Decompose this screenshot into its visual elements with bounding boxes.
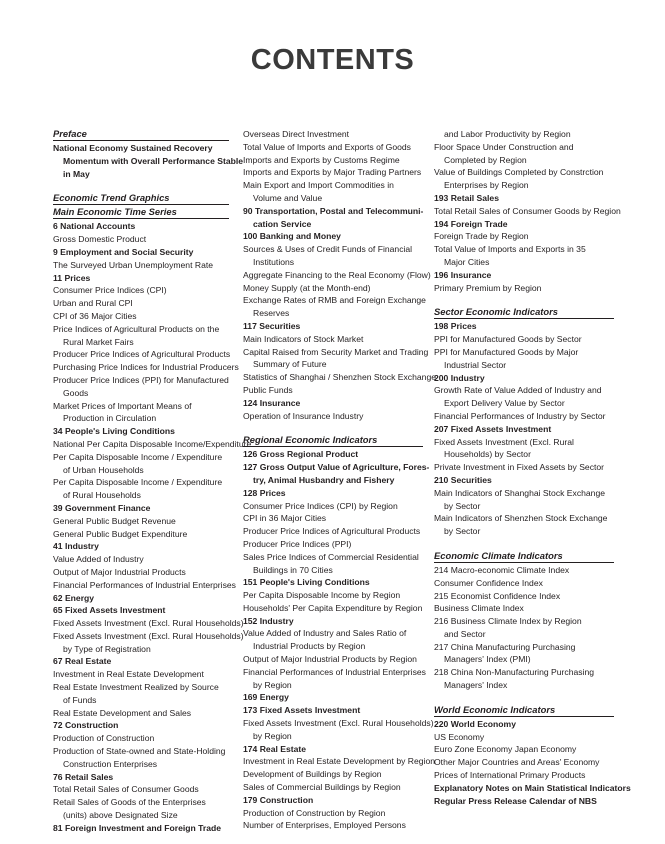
toc-entry: Euro Zone Economy Japan Economy <box>434 744 577 755</box>
toc-entry: Statistics of Shanghai / Shenzhen Stock Exchange <box>243 372 437 383</box>
toc-entry: 200 Industry <box>434 372 485 383</box>
toc-entry: 207 Fixed Assets Investment <box>434 423 552 434</box>
toc-entry: Value of Buildings Completed by Constrction <box>434 167 604 178</box>
toc-entry: Industrial Products by Region <box>253 641 366 652</box>
toc-entry: (units) above Designated Size <box>63 810 178 821</box>
toc-entry: of Urban Households <box>63 464 144 475</box>
toc-entry: Total Retail Sales of Consumer Goods <box>53 784 199 795</box>
toc-entry: Managers' Index <box>444 680 508 691</box>
toc-entry: Sources & Uses of Credit Funds of Financial <box>243 244 413 255</box>
toc-entry: Production of State-owned and State-Holding <box>53 746 226 757</box>
toc-entry: Momentum with Overall Performance Stable <box>63 155 244 166</box>
toc-entry: Rural Market Fairs <box>63 336 134 347</box>
toc-entry: Development of Buildings by Region <box>243 769 382 780</box>
toc-entry: Per Capita Disposable Income / Expenditure <box>53 477 223 488</box>
toc-entry: General Public Budget Revenue <box>53 515 176 526</box>
toc-entry: Consumer Confidence Index <box>434 577 543 588</box>
toc-entry: Enterprises by Region <box>444 180 529 191</box>
toc-entry: Value Added of Industry <box>53 554 144 565</box>
toc-entry: 117 Securities <box>243 320 301 331</box>
toc-entry: Real Estate Development and Sales <box>53 707 192 718</box>
toc-entry: 198 Prices <box>434 321 477 332</box>
toc-entry: Foreign Trade by Region <box>434 231 529 242</box>
toc-entry: Output of Major Industrial Products <box>53 566 186 577</box>
toc-entry: 127 Gross Output Value of Agriculture, Fores- <box>243 462 430 473</box>
toc-entry: Total Value of Imports and Exports of Goods <box>243 141 411 152</box>
toc-entry: Institutions <box>253 256 295 267</box>
toc-entry: US Economy <box>434 731 485 742</box>
toc-entry: Reserves <box>253 308 290 319</box>
toc-entry: Fixed Assets Investment (Excl. Rural Households) <box>53 618 244 629</box>
toc-section-heading: Economic Climate Indicators <box>434 550 614 563</box>
toc-entry: Operation of Insurance Industry <box>243 410 364 421</box>
toc-entry: Main Indicators of Stock Market <box>243 333 364 344</box>
toc-entry: Buildings in 70 Cities <box>253 564 333 575</box>
toc-entry: Completed by Region <box>444 154 527 165</box>
toc-entry: Prices of International Primary Products <box>434 770 586 781</box>
toc-entry: Fixed Assets Investment (Excl. Rural Households) <box>53 630 244 641</box>
toc-entry: 194 Foreign Trade <box>434 218 508 229</box>
toc-entry: PPI for Manufactured Goods by Sector <box>434 334 582 345</box>
toc-column-3 <box>434 128 631 807</box>
toc-entry: 76 Retail Sales <box>53 771 114 782</box>
toc-entry: Investment in Real Estate Development by Region <box>243 756 436 767</box>
toc-entry: Overseas Direct Investment <box>243 129 350 139</box>
toc-entry: Other Major Countries and Areas' Economy <box>434 757 600 768</box>
toc-entry: 6 National Accounts <box>53 221 136 232</box>
toc-entry: PPI for Manufactured Goods by Major <box>434 346 579 357</box>
toc-entry: Investment in Real Estate Development <box>53 669 204 680</box>
toc-entry: 196 Insurance <box>434 269 492 280</box>
toc-entry: Aggregate Financing to the Real Economy (Flow) <box>243 269 431 280</box>
toc-entry: 210 Securities <box>434 474 492 485</box>
toc-entry: Summary of Future <box>253 359 327 370</box>
toc-entry: Business Climate Index <box>434 603 524 614</box>
toc-entry: 90 Transportation, Postal and Telecommuni- <box>243 205 424 216</box>
toc-entry: 174 Real Estate <box>243 743 307 754</box>
toc-entry: 128 Prices <box>243 487 286 498</box>
toc-entry: 169 Energy <box>243 692 289 703</box>
toc-entry: cation Service <box>253 218 312 229</box>
toc-entry: Per Capita Disposable Income / Expenditure <box>53 451 223 462</box>
toc-entry: Export Delivery Value by Sector <box>444 398 565 409</box>
toc-entry: Main Indicators of Shanghai Stock Exchange <box>434 487 606 498</box>
toc-entry: 193 Retail Sales <box>434 192 499 203</box>
toc-entry: Producer Price Indices of Agricultural Products <box>243 526 421 537</box>
toc-entry: Output of Major Industrial Products by Region <box>243 654 417 665</box>
toc-entry: Gross Domestic Product <box>53 234 147 245</box>
toc-entry: Industrial Sector <box>444 359 507 370</box>
toc-entry: National Economy Sustained Recovery <box>53 143 213 153</box>
toc-entry: 218 China Non-Manufacturing Purchasing <box>434 667 595 678</box>
toc-entry: 9 Employment and Social Security <box>53 246 194 257</box>
toc-entry: Growth Rate of Value Added of Industry and <box>434 385 602 396</box>
toc-entry: 126 Gross Regional Product <box>243 449 359 460</box>
toc-entry: Managers' Index (PMI) <box>444 654 531 665</box>
toc-entry: Sales of Commercial Buildings by Region <box>243 782 401 793</box>
toc-entry: 216 Business Climate Index by Region <box>434 616 582 627</box>
toc-entry: Major Cities <box>444 256 490 267</box>
toc-entry: Financial Performances of Industrial Enterprises <box>243 666 426 677</box>
toc-entry: Consumer Price Indices (CPI) by Region <box>243 500 398 511</box>
toc-entry: Construction Enterprises <box>63 758 158 769</box>
toc-entry: 62 Energy <box>53 592 95 603</box>
toc-entry: Households' Per Capita Expenditure by Region <box>243 602 423 613</box>
toc-entry: General Public Budget Expenditure <box>53 528 188 539</box>
toc-column-1 <box>53 128 252 835</box>
toc-entry: Production of Construction by Region <box>243 807 386 818</box>
toc-entry: Value Added of Industry and Sales Ratio of <box>243 628 407 639</box>
toc-entry: Volume and Value <box>253 192 323 203</box>
toc-entry: 151 People's Living Conditions <box>243 577 370 588</box>
toc-column-2 <box>243 128 437 832</box>
toc-entry: The Surveyed Urban Unemployment Rate <box>53 259 214 270</box>
toc-entry: 173 Fixed Assets Investment <box>243 705 361 716</box>
toc-entry: CPI in 36 Major Cities <box>243 513 327 524</box>
toc-entry: Public Funds <box>243 384 293 395</box>
toc-entry: Financial Performances of Industrial Enterprises <box>53 579 236 590</box>
toc-entry: Fixed Assets Investment (Excl. Rural <box>434 436 574 447</box>
toc-entry: 214 Macro-economic Climate Index <box>434 564 570 575</box>
toc-section-heading: Economic Trend Graphics <box>53 192 229 205</box>
toc-entry: Capital Raised from Security Market and Trading <box>243 346 429 357</box>
toc-entry: 67 Real Estate <box>53 656 112 667</box>
toc-entry: Real Estate Investment Realized by Source <box>53 682 219 693</box>
toc-entry: of Rural Households <box>63 490 141 501</box>
toc-entry: Floor Space Under Construction and <box>434 141 574 152</box>
toc-entry: Imports and Exports by Customs Regime <box>243 154 400 165</box>
toc-entry: Market Prices of Important Means of <box>53 400 192 411</box>
toc-entry: by Region <box>253 730 292 741</box>
toc-entry: Main Indicators of Shenzhen Stock Exchange <box>434 513 608 524</box>
toc-entry: 39 Government Finance <box>53 502 151 513</box>
toc-entry: Purchasing Price Indices for Industrial Producers <box>53 362 239 373</box>
toc-entry: 41 Industry <box>53 541 99 552</box>
toc-entry: National Per Capita Disposable Income/Expenditure <box>53 438 252 449</box>
toc-entry: Explanatory Notes on Main Statistical Indicators <box>434 782 631 793</box>
toc-entry: 220 World Economy <box>434 718 516 729</box>
toc-entry: Price Indices of Agricultural Products on the <box>53 323 220 334</box>
toc-entry: Primary Premium by Region <box>434 282 542 293</box>
toc-entry: 124 Insurance <box>243 397 301 408</box>
toc-entry: Producer Price Indices (PPI) for Manufactured <box>53 374 229 385</box>
toc-entry: Urban and Rural CPI <box>53 298 133 309</box>
toc-entry: Goods <box>63 387 89 398</box>
toc-entry: 11 Prices <box>53 272 91 283</box>
toc-entry: 215 Economist Confidence Index <box>434 590 561 601</box>
toc-entry: 65 Fixed Assets Investment <box>53 605 166 616</box>
toc-entry: by Sector <box>444 500 481 511</box>
toc-entry: 72 Construction <box>53 720 119 731</box>
toc-entry: Households) by Sector <box>444 449 531 460</box>
toc-entry: of Funds <box>63 694 97 705</box>
toc-entry: Consumer Price Indices (CPI) <box>53 285 167 296</box>
toc-entry: 217 China Manufacturing Purchasing <box>434 641 576 652</box>
toc-entry: Sales Price Indices of Commercial Residential <box>243 551 419 562</box>
toc-section-heading: Preface <box>53 128 229 141</box>
toc-entry: Private Investment in Fixed Assets by Sector <box>434 462 605 473</box>
toc-entry: Money Supply (at the Month-end) <box>243 282 371 293</box>
toc-entry: Imports and Exports by Major Trading Partners <box>243 167 422 178</box>
toc-section-heading: World Economic Indicators <box>434 704 614 717</box>
toc-entry: by Sector <box>444 526 481 537</box>
toc-entry: Fixed Assets Investment (Excl. Rural Households) <box>243 718 434 729</box>
toc-entry: 179 Construction <box>243 794 314 805</box>
toc-entry: Total Retail Sales of Consumer Goods by Region <box>434 205 621 216</box>
toc-entry: Production in Circulation <box>63 413 157 424</box>
toc-entry: try, Animal Husbandry and Fishery <box>253 474 395 485</box>
toc-section-heading: Regional Economic Indicators <box>243 434 423 447</box>
toc-entry: Exchange Rates of RMB and Foreign Exchange <box>243 295 426 306</box>
toc-entry: Producer Price Indices (PPI) <box>243 538 352 549</box>
toc-entry: 81 Foreign Investment and Foreign Trade <box>53 822 222 833</box>
toc-entry: Financial Performances of Industry by Sector <box>434 410 606 421</box>
toc-entry: Production of Construction <box>53 733 155 744</box>
toc-entry: Regular Press Release Calendar of NBS <box>434 795 597 806</box>
toc-entry: Producer Price Indices of Agricultural Products <box>53 349 231 360</box>
toc-entry: 34 People's Living Conditions <box>53 426 175 437</box>
toc-entry: CPI of 36 Major Cities <box>53 310 137 321</box>
toc-entry: 100 Banking and Money <box>243 231 341 242</box>
toc-entry: by Type of Registration <box>63 643 151 654</box>
toc-entry: Retail Sales of Goods of the Enterprises <box>53 797 206 808</box>
toc-entry: Main Export and Import Commodities in <box>243 180 394 191</box>
page-title: CONTENTS <box>250 44 415 76</box>
toc-entry: Number of Enterprises, Employed Persons <box>243 820 406 831</box>
toc-entry: 152 Industry <box>243 615 294 626</box>
toc-entry: Per Capita Disposable Income by Region <box>243 590 401 601</box>
toc-entry: and Labor Productivity by Region <box>444 129 571 139</box>
toc-section-heading: Main Economic Time Series <box>53 206 229 219</box>
toc-entry: and Sector <box>444 628 486 639</box>
toc-entry: by Region <box>253 679 292 690</box>
toc-entry: in May <box>63 168 90 179</box>
toc-entry: Total Value of Imports and Exports in 35 <box>434 244 586 255</box>
toc-section-heading: Sector Economic Indicators <box>434 306 614 319</box>
